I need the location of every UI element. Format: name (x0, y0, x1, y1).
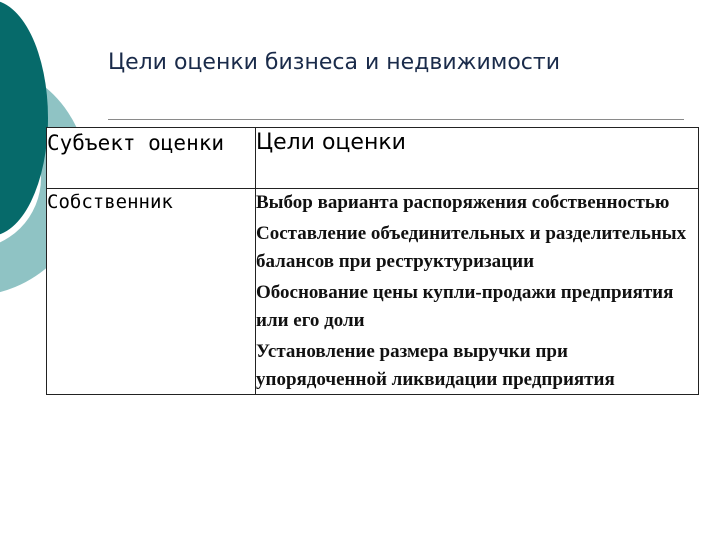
goal-item: Установление размера выручки при упорядоченной ликвидации предприятия (256, 341, 615, 390)
goals-table (46, 127, 699, 395)
table-row (47, 189, 699, 395)
goals-cell (256, 189, 699, 395)
header-subject-cell: Субъект оценки (47, 128, 256, 189)
slide-title: Цели оценки бизнеса и недвижимости (108, 50, 561, 75)
title-divider (108, 119, 684, 120)
subject-cell: Собственник (47, 189, 256, 395)
header-goals-cell: Цели оценки (256, 128, 699, 189)
goal-item: Обоснование цены купли-продажи предприятия или его доли (256, 282, 674, 331)
goal-item: Выбор варианта распоряжения собственностью (256, 192, 670, 213)
table-header-row (47, 128, 699, 189)
goal-item: Составление объединительных и разделительных балансов при реструктуризации (256, 223, 687, 272)
